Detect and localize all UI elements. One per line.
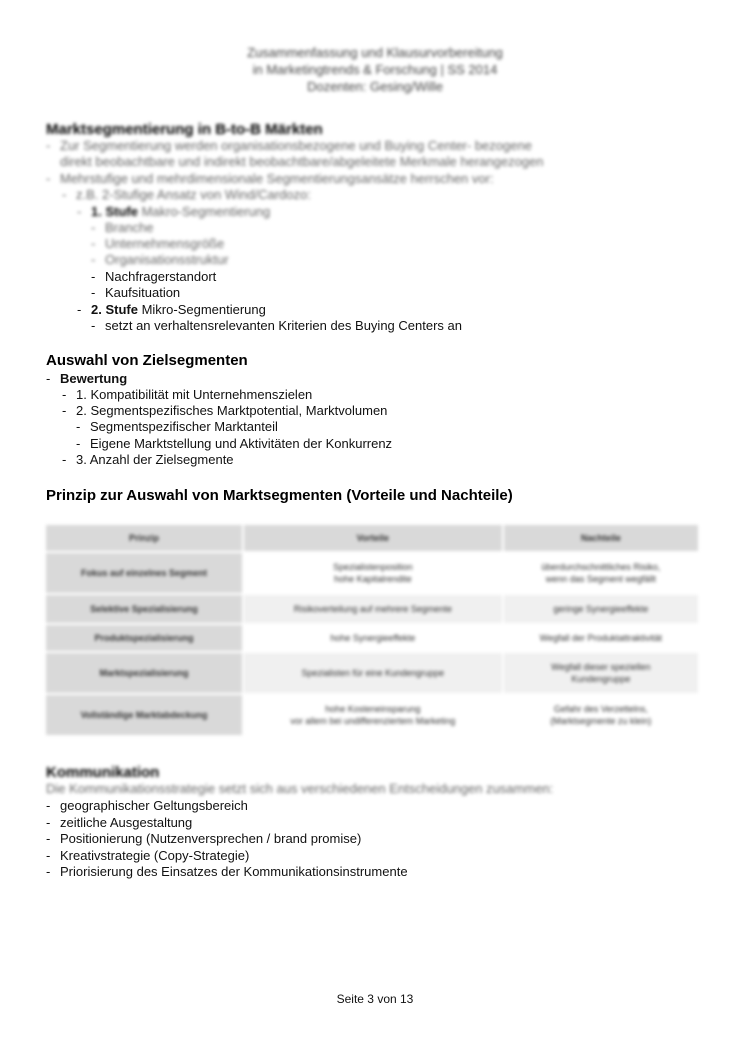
table-cell: Risikoverteilung auf mehrere Segmente <box>244 595 502 623</box>
list-item: - Mehrstufige und mehrdimensionale Segmentierungsansätze herrschen vor: <box>46 171 494 186</box>
table-row <box>46 625 698 651</box>
section-intro: Die Kommunikationsstrategie setzt sich aus verschiedenen Entscheidungen zusammen: <box>46 781 554 796</box>
list-item-stage1: - 1. Stufe Makro-Segmentierung <box>77 204 271 219</box>
table-row <box>46 595 698 623</box>
column-header: Vorteile <box>244 525 502 551</box>
table-row <box>46 653 698 693</box>
header-lecturers: Dozenten: Gesing/Wille <box>307 79 443 94</box>
section-title-kommunikation: Kommunikation <box>46 764 160 781</box>
table-cell: hohe Kosteneinsparung vor allem bei undifferenziertem Marketing <box>244 695 502 735</box>
list-item-bewertung: - Bewertung <box>46 371 128 386</box>
row-header: Produktspezialisierung <box>46 625 242 651</box>
table-row <box>46 553 698 593</box>
column-header: Nachteile <box>504 525 698 551</box>
header-title: Zusammenfassung und Klausurvorbereitung <box>247 45 503 60</box>
page-number: Seite 3 von 13 <box>336 992 414 1006</box>
row-header: Vollständige Marktabdeckung <box>46 695 242 735</box>
list-item: - z.B. 2-Stufige Ansatz von Wind/Cardozo: <box>62 187 311 202</box>
list-item: - Organisationsstruktur <box>91 252 229 267</box>
list-item-continued: direkt beobachtbare und indirekt beobachtbare/abgeleitete Merkmale herangezogen <box>60 154 544 169</box>
list-item: - Priorisierung des Einsatzes der Kommunikationsinstrumente <box>46 864 408 879</box>
section-title-prinzip: Prinzip zur Auswahl von Marktsegmenten (Vorteile und Nachteile) <box>46 487 513 504</box>
section-title-b2b: Marktsegmentierung in B-to-B Märkten <box>46 121 323 138</box>
list-item: - Unternehmensgröße <box>91 236 225 251</box>
table-cell: Spezialisten für eine Kundengruppe <box>244 653 502 693</box>
list-item: - Branche <box>91 220 154 235</box>
table-header-row <box>46 525 698 551</box>
list-item: - Kaufsituation <box>91 285 181 300</box>
list-item: - Eigene Marktstellung und Aktivitäten der Konkurrenz <box>76 436 393 451</box>
row-header: Selektive Spezialisierung <box>46 595 242 623</box>
list-item: - 3. Anzahl der Zielsegmente <box>62 452 234 467</box>
document-header <box>0 44 750 95</box>
list-item-stage2: - 2. Stufe Mikro-Segmentierung <box>77 302 266 317</box>
header-course: in Marketingtrends & Forschung | SS 2014 <box>252 62 498 77</box>
table-cell: Wegfall der Produktattraktivität <box>504 625 698 651</box>
list-item: - Positionierung (Nutzenversprechen / brand promise) <box>46 831 362 846</box>
list-item: - geographischer Geltungsbereich <box>46 798 248 813</box>
row-header: Marktspezialisierung <box>46 653 242 693</box>
table-row <box>46 695 698 735</box>
table-cell: Wegfall dieser speziellen Kundengruppe <box>504 653 698 693</box>
principles-table <box>44 523 700 737</box>
table-cell: Gefahr des Verzettelns, (Marktsegmente zu klein) <box>504 695 698 735</box>
list-item: - 1. Kompatibilität mit Unternehmenszielen <box>62 387 313 402</box>
column-header: Prinzip <box>46 525 242 551</box>
table-cell: überdurchschnittliches Risiko, wenn das Segment wegfällt <box>504 553 698 593</box>
table-cell: geringe Synergieeffekte <box>504 595 698 623</box>
section-title-zielsegmente: Auswahl von Zielsegmenten <box>46 352 248 369</box>
row-header: Fokus auf einzelnes Segment <box>46 553 242 593</box>
table-cell: hohe Synergieeffekte <box>244 625 502 651</box>
list-item: - zeitliche Ausgestaltung <box>46 815 193 830</box>
list-item: - setzt an verhaltensrelevanten Kriterien des Buying Centers an <box>91 318 462 333</box>
list-item: - Zur Segmentierung werden organisationsbezogene und Buying Center- bezogene <box>46 138 532 153</box>
list-item: - Kreativstrategie (Copy-Strategie) <box>46 848 250 863</box>
table-cell: Spezialistenposition hohe Kapitalrendite <box>244 553 502 593</box>
list-item: - Segmentspezifischer Marktanteil <box>76 419 278 434</box>
list-item: - 2. Segmentspezifisches Marktpotential, Marktvolumen <box>62 403 388 418</box>
list-item: - Nachfragerstandort <box>91 269 217 284</box>
